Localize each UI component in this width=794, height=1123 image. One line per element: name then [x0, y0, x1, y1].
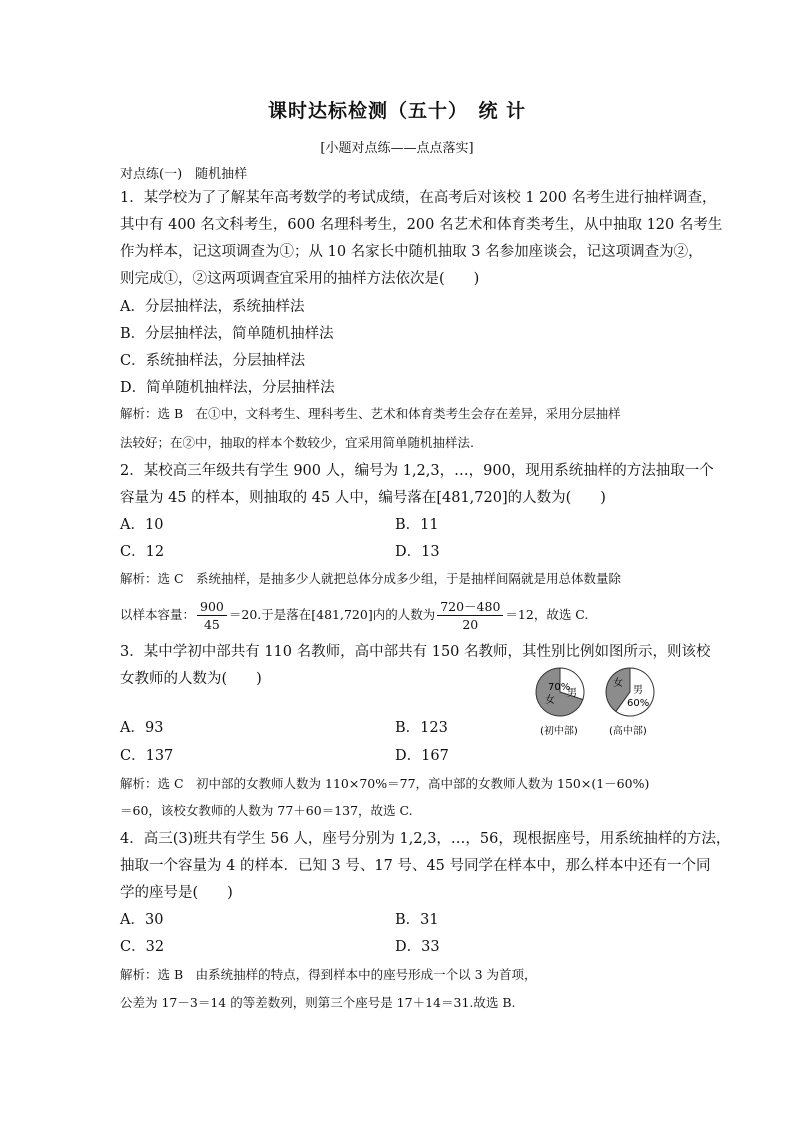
q2-line: 2．某校高三年级共有学生 900 人，编号为 1,2,3，…，900，现用系统抽样的方法抽取一个 — [120, 463, 714, 479]
q2-option-d: D．13 — [395, 544, 440, 560]
q4-solution: 解析：选 B 由系统抽样的特点，得到样本中的座号形成一个以 3 为首项， — [120, 967, 537, 982]
q3-option-c: C．137 — [120, 748, 174, 764]
q3-option-d: D．167 — [395, 748, 449, 764]
pie-senior — [606, 668, 654, 737]
q2-option-b: B．11 — [395, 517, 439, 533]
q4-option-d: D．33 — [395, 939, 440, 955]
q3-solution: 解析：选 C 初中部的女教师人数为 110×70%＝77，高中部的女教师人数为 150×(1－60%) — [120, 776, 650, 791]
q4-option-c: C．32 — [120, 939, 165, 955]
fraction-denominator: 45 — [203, 617, 220, 632]
q1-option-c: C．系统抽样法，分层抽样法 — [120, 353, 306, 369]
q1-line: 则完成①，②这两项调查宜采用的抽样方法依次是( ) — [120, 271, 480, 287]
q4-line: 4．高三(3)班共有学生 56 人，座号分别为 1,2,3，…，56，现根据座号，用系统抽样的方法， — [120, 831, 731, 847]
pie-pct-label: 60% — [627, 698, 650, 709]
section-heading: 对点练(一) 随机抽样 — [120, 167, 248, 182]
q2-sol-post: ＝12，故选 C. — [505, 607, 589, 622]
q2-option-c: C．12 — [120, 544, 165, 560]
q1-option-d: D．简单随机抽样法，分层抽样法 — [120, 380, 335, 396]
pie-female-label: 女 — [613, 678, 623, 689]
fraction — [197, 598, 227, 633]
fraction — [437, 598, 503, 633]
q2-sol-pre: 以样本容量： — [120, 607, 196, 622]
pie-caption: (高中部) — [609, 726, 647, 737]
pie-male-label: 男 — [633, 685, 643, 696]
q4-solution: 公差为 17－3＝14 的等差数列，则第三个座号是 17＋14＝31.故选 B. — [120, 995, 516, 1010]
fraction-numerator: 900 — [197, 598, 227, 616]
page-subtitle: [小题对点练——点点落实] — [320, 141, 474, 156]
page-title: 课时达标检测（五十） 统 计 — [267, 100, 527, 122]
q1-line: 作为样本，记这项调查为①；从 10 名家长中随机抽取 3 名参加座谈会，记这项调查为②， — [120, 244, 703, 260]
q4-line: 学的座号是( ) — [120, 885, 233, 901]
pie-caption: (初中部) — [540, 726, 578, 737]
gender-pie-charts — [530, 660, 660, 740]
q2-sol-mid: ＝20.于是落在[481,720]内的人数为 — [228, 607, 436, 622]
q4-option-a: A．30 — [120, 912, 164, 928]
q1-option-b: B．分层抽样法，简单随机抽样法 — [120, 326, 334, 342]
q2-line: 容量为 45 的样本，则抽取的 45 人中，编号落在[481,720]的人数为( ) — [120, 490, 606, 506]
fraction-numerator: 720－480 — [437, 598, 503, 616]
pie-figure — [530, 660, 660, 740]
q1-option-a: A．分层抽样法，系统抽样法 — [120, 299, 305, 315]
q3-line: 3．某中学初中部共有 110 名教师，高中部共有 150 名教师，其性别比例如图所示，则该校 — [120, 644, 711, 660]
fraction-denominator: 20 — [462, 617, 479, 632]
q2-option-a: A．10 — [120, 517, 164, 533]
q1-solution: 解析：选 B 在①中，文科考生、理科考生、艺术和体育类考生会存在差异，采用分层抽样 — [120, 406, 621, 421]
q1-solution: 法较好；在②中，抽取的样本个数较少，宜采用简单随机抽样法. — [120, 435, 474, 450]
q2-solution: 解析：选 C 系统抽样，是抽多少人就把总体分成多少组，于是抽样间隔就是用总体数量除 — [120, 571, 622, 586]
q3-option-a: A．93 — [120, 720, 164, 736]
q3-solution: ＝60，该校女教师的人数为 77＋60＝137，故选 C. — [120, 803, 413, 818]
pie-female-label: 女 — [545, 695, 555, 706]
pie-junior — [536, 668, 584, 737]
pie-male-label: 男 — [567, 688, 577, 699]
q3-option-b: B．123 — [395, 720, 448, 736]
q4-line: 抽取一个容量为 4 的样本．已知 3 号、17 号、45 号同学在样本中，那么样本中还有一个同 — [120, 858, 711, 874]
pie-pct-label: 70% — [548, 682, 571, 693]
q1-line: 其中有 400 名文科考生，600 名理科考生，200 名艺术和体育类考生，从中抽取 120 名考生 — [120, 217, 723, 233]
q2-solution-formula — [120, 598, 588, 633]
q1-line: 1．某学校为了了解某年高考数学的考试成绩，在高考后对该校 1 200 名考生进行抽样调查， — [120, 190, 717, 206]
q4-option-b: B．31 — [395, 912, 439, 928]
q3-line: 女教师的人数为( ) — [120, 671, 262, 687]
